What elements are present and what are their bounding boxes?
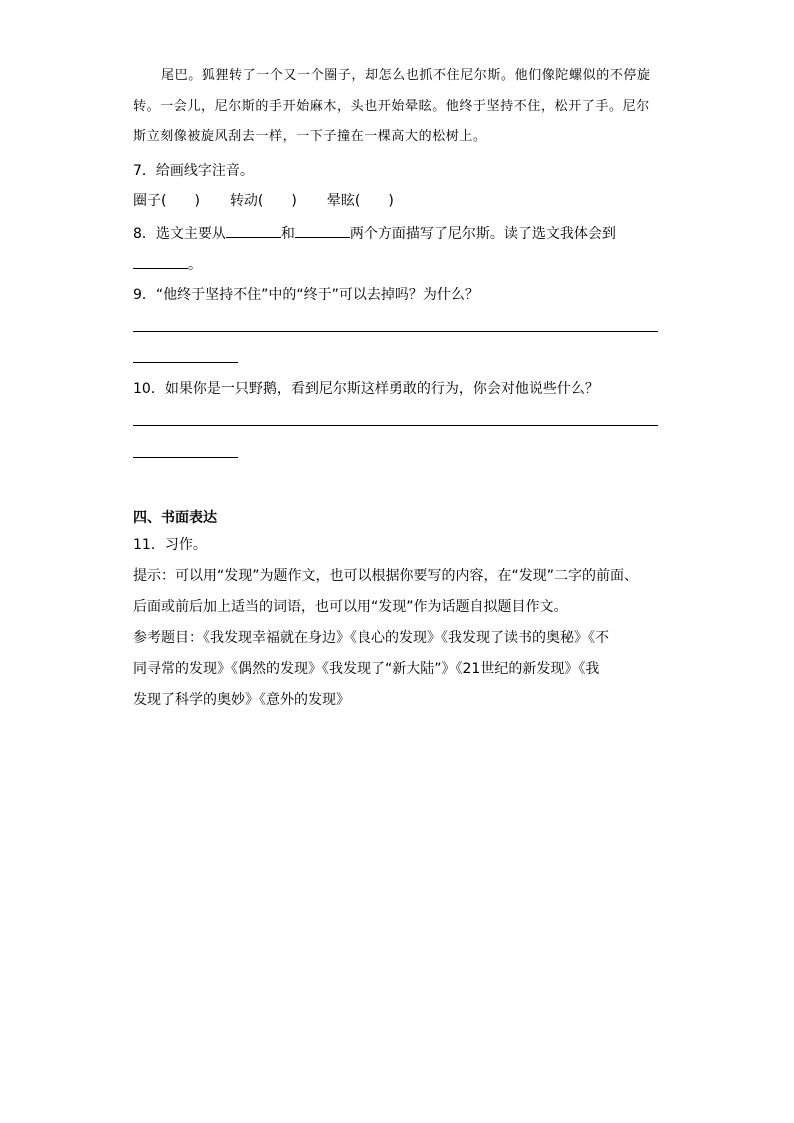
question-7-prompt: 7．给画线字注音。 (133, 163, 254, 179)
q8-text-1: 8．选文主要从 (133, 226, 226, 242)
question-8 (133, 223, 616, 244)
passage-line-3: 斯立刻像被旋风刮去一样，一下子撞在一棵高大的松树上。 (133, 129, 487, 144)
q10-answer-line-2[interactable] (133, 457, 238, 458)
q8-blank-2[interactable] (295, 223, 350, 238)
q8-text-2: 和 (280, 226, 295, 242)
q8-end: 。 (188, 257, 202, 273)
q7-item-1: 圈子( ) (133, 193, 200, 209)
q10-answer-line-1[interactable] (133, 425, 658, 426)
question-10-prompt: 10．如果你是一只野鹅，看到尼尔斯这样勇敢的行为，你会对他说些什么？ (133, 381, 599, 397)
q11-reference-line-2: 同寻常的发现》《偶然的发现》《我发现了“新大陆”》《21世纪的新发现》《我 (133, 661, 600, 677)
q11-hint-line-2: 后面或前后加上适当的词语，也可以用“发现”作为话题自拟题目作文。 (133, 599, 568, 615)
q8-text-3: 两个方面描写了尼尔斯。读了选文我体会到 (349, 226, 616, 242)
question-9-prompt: 9．“他终于坚持不住”中的“终于”可以去掉吗？为什么？ (133, 287, 479, 303)
q8-blank-1[interactable] (226, 223, 281, 238)
q11-hint-line-1: 提示：可以用“发现”为题作文，也可以根据你要写的内容，在“发现”二字的前面、 (133, 568, 639, 584)
question-8-line-2 (133, 254, 202, 275)
section-4-heading: 四、书面表达 (133, 510, 217, 526)
q8-blank-3[interactable] (133, 254, 188, 269)
passage-line-1: 尾巴。狐狸转了一个又一个圈子，却怎么也抓不住尼尔斯。他们像陀螺似的不停旋 (161, 68, 651, 83)
q11-reference-line-1: 参考题目：《我发现幸福就在身边》《良心的发现》《我发现了读书的奥秘》《不 (133, 630, 609, 646)
q7-item-3: 晕眩( ) (326, 193, 394, 209)
question-11-prompt: 11．习作。 (133, 537, 207, 553)
q9-answer-line-2[interactable] (133, 362, 238, 363)
q11-reference-line-3: 发现了科学的奥妙》《意外的发现》 (133, 692, 350, 708)
q9-answer-line-1[interactable] (133, 331, 658, 332)
question-7-items (133, 191, 394, 211)
passage-line-2: 转。一会儿，尼尔斯的手开始麻木，头也开始晕眩。他终于坚持不住，松开了手。尼尔 (133, 99, 650, 114)
q7-item-2: 转动( ) (229, 193, 297, 209)
